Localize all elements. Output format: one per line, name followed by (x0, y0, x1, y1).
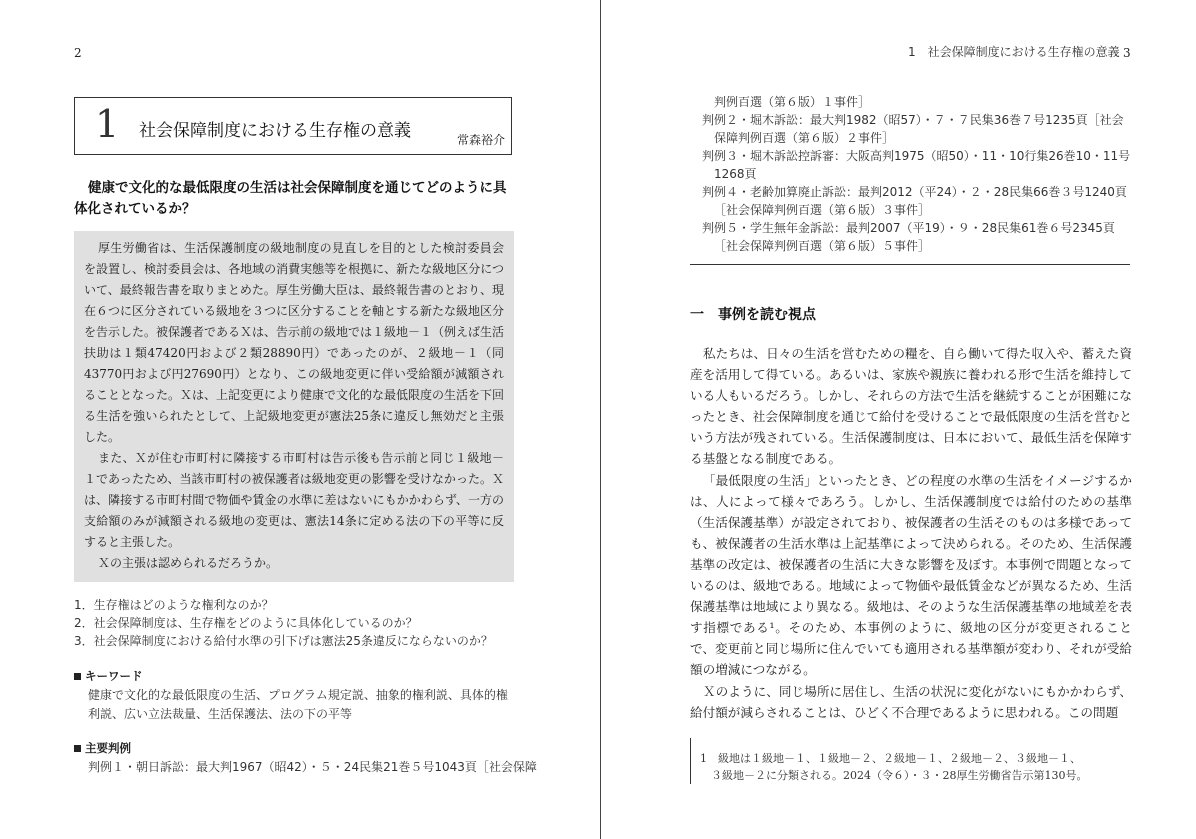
left-page-number: 2 (74, 46, 82, 60)
case-citation-5: 判例５・学生無年金訴訟：最判2007（平19）・９・28民集61巻６号2345頁［社会保障判例百選（第６版）５事件］ (702, 221, 1115, 253)
right-page (602, 0, 1196, 839)
section-heading: 一 事例を読む視点 (690, 307, 816, 323)
study-questions (74, 596, 524, 650)
body-paragraph-3: Ｘのように、同じ場所に居住し、生活の状況に変化がないにもかかわらず、給付額が減らされることは、ひどく不合理であるように思われる。この問題 (690, 683, 1132, 720)
case-citation-1-end: 判例百選（第６版）１事件］ (714, 95, 871, 109)
case-paragraph-1: 厚生労働省は、生活保護制度の級地制度の見直しを目的とした検討委員会を設置し、検討委員会は、各地域の消費実態等を根拠に、新たな級地区分について、最終報告書を取りまとめた。厚生労働大臣は、最終報告書のとおり、現在６つに区分されている級地を３つに区分することを軸とする新たな級地区分を告示した。被保護者であるＸは、告示前の級地では１級地－１（例えば生活扶助は１類47420円および２類28890円）であったのが、２級地－１（同43770円および円27690円）となり、この級地変更に伴い受給額が減額されることとなった。Ｘは、上記変更により健康で文化的な最低限度の生活を下回る生活を強いられたとして、上記級地変更が憲法25条に違反し無効だと主張した。 (84, 241, 505, 444)
case-paragraph-2: また、Ｘが住む市町村に隣接する市町村は告示後も告示前と同じ１級地－１であったため、当該市町村の被保護者は級地変更の影響を受けなかった。Ｘは、隣接する市町村間で物価や賃金の水準に差はないにもかかわらず、一方の支給額のみが減額される級地の変更は、憲法14条に定める法の下の平等に反すると主張した。 (84, 451, 504, 549)
case-citations (702, 93, 1132, 255)
body-text (690, 343, 1132, 723)
right-page-number: 3 (1123, 46, 1131, 60)
footnote-rule (690, 738, 691, 784)
keywords-heading-text: キーワード (85, 669, 143, 683)
case-citation-4: 判例４・老齢加算廃止訴訟：最判2012（平24）・２・28民集66巻３号1240頁［社会保障判例百選（第６版）３事件］ (702, 185, 1127, 217)
square-bullet-icon (74, 673, 81, 680)
guiding-question: 健康で文化的な最低限度の生活は社会保障制度を通じてどのように具体化されているか？ (74, 180, 507, 217)
chapter-title-box (74, 97, 512, 155)
keywords-heading (74, 668, 143, 684)
study-question-2: 2．社会保障制度は、生存権をどのように具体化しているのか？ (74, 616, 418, 630)
case-paragraph-3: Ｘの主張は認められるだろうか。 (98, 556, 279, 570)
footnote (700, 750, 1130, 784)
case-citation-3: 判例３・堀木訴訟控訴審：大阪高判1975（昭50）・11・10行集26巻10・11号1268頁 (702, 149, 1131, 181)
study-question-3: 3．社会保障制度における給付水準の引下げは憲法25条違反にならないのか？ (74, 634, 493, 648)
section-divider (690, 264, 1130, 265)
running-head: 1 社会保障制度における生存権の意義 (908, 45, 1120, 59)
page-gutter (600, 0, 601, 839)
keywords-text: 健康で文化的な最低限度の生活、プログラム規定説、抽象的権利説、具体的権利説、広い立法裁量、生活保護法、法の下の平等 (88, 688, 508, 721)
case-scenario-box (74, 231, 514, 582)
study-question-1: 1．生存権はどのような権利なのか？ (74, 598, 274, 612)
case-citation-2: 判例２・堀木訴訟：最大判1982（昭57）・７・７民集36巻７号1235頁［社会保障判例百選（第６版）２事件］ (702, 113, 1124, 145)
footnote-line-2: ３級地－２に分類される。2024（令６）・３・28厚生労働省告示第130号。 (711, 769, 1088, 782)
chapter-number: 1 (95, 102, 120, 146)
cases-heading (74, 740, 131, 756)
cases-heading-text: 主要判例 (85, 741, 131, 755)
square-bullet-icon (74, 745, 81, 752)
body-paragraph-1: 私たちは、日々の生活を営むための糧を、自ら働いて得た収入や、蓄えた資産を活用して得ている。あるいは、家族や親族に養われる形で生活を維持している人もいるだろう。しかし、それらの方法で生活を継続することが困難になったとき、社会保障制度を通じて給付を受けることで最低限度の生活を営むという方法が残されている。生活保護制度は、日本において、最低生活を保障する基盤となる制度である。 (690, 346, 1132, 467)
body-paragraph-2: 「最低限度の生活」といったとき、どの程度の水準の生活をイメージするかは、人によって様々であろう。しかし、生活保護制度では給付のための基準（生活保護基準）が設定されており、被保護者の生活そのものは多様であっても、被保護者の生活水準は上記基準によって決められる。そのため、生活保護基準の改定は、被保護者の生活に大きな影響を及ぼす。本事例で問題となっているのは、級地である。地域によって物価や最低賃金などが異なるため、生活保護基準は地域により異なる。級地は、そのような生活保護基準の地域差を表す指標である¹。そのため、本事例のように、級地の区分が変更されることで、変更前と同じ場所に住んでいても適用される基準額が変わり、それが受給額の増減につながる。 (690, 472, 1133, 678)
chapter-author: 常森裕介 (456, 133, 505, 147)
chapter-title: 社会保障制度における生存権の意義 (139, 121, 411, 141)
footnote-line-1: 1 級地は１級地－１、１級地－２、２級地－１、２級地－２、３級地－１、 (700, 752, 1081, 765)
case-citation-1-start: 判例１・朝日訴訟：最大判1967（昭42）・５・24民集21巻５号1043頁［社会保障 (88, 760, 537, 774)
